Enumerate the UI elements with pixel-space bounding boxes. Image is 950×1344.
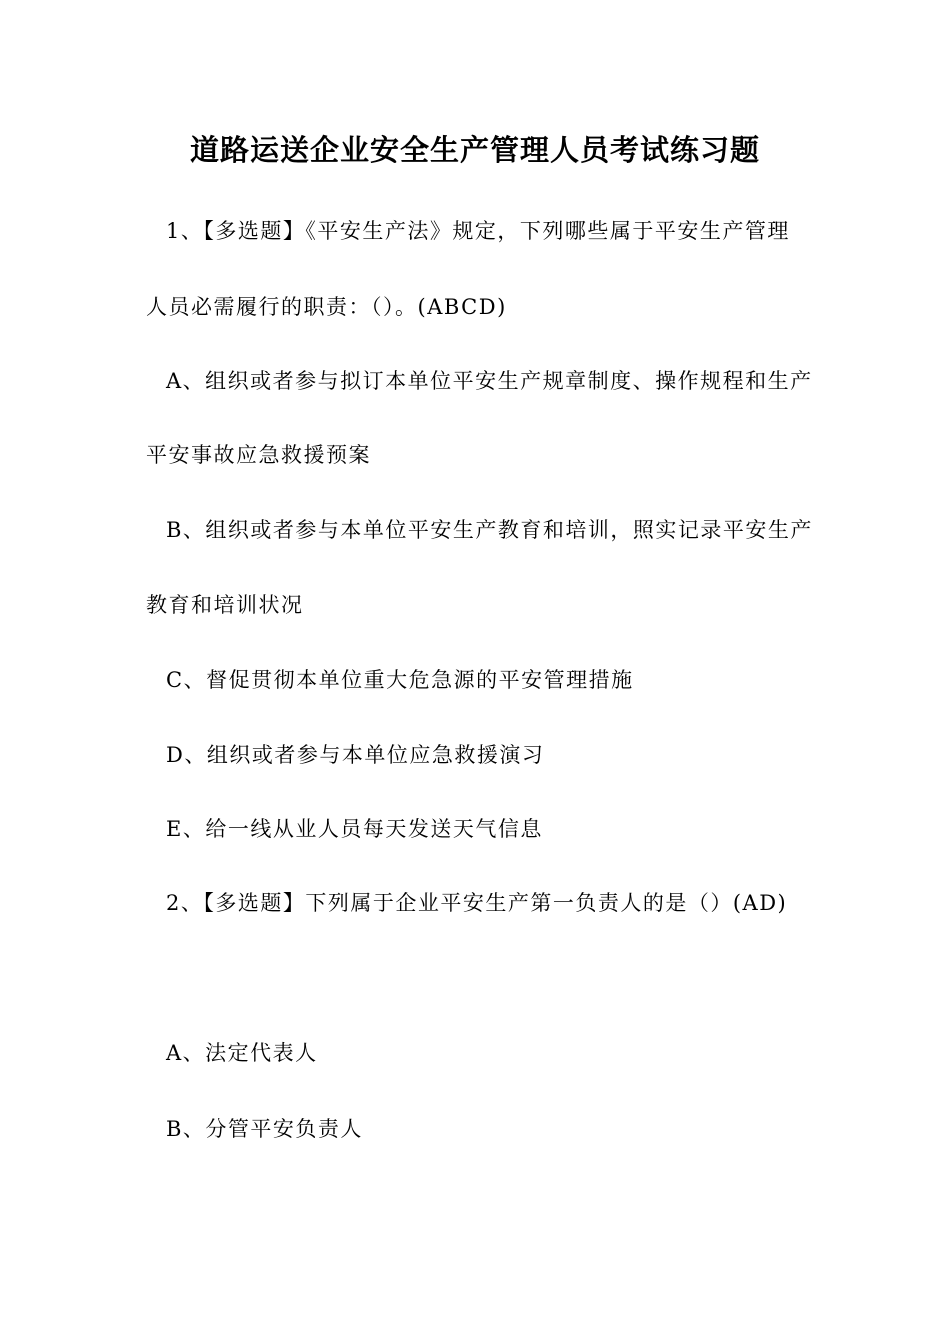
question-1-option-d: D、组织或者参与本单位应急救援演习 [166,743,545,767]
question-2-text: 2、【多选题】下列属于企业平安生产第一负责人的是（）(AD) [166,891,788,915]
page-title: 道路运送企业安全生产管理人员考试练习题 [189,133,760,167]
question-2-option-b: B、分管平安负责人 [166,1117,363,1141]
question-1-option-c: C、督促贯彻本单位重大危急源的平安管理措施 [166,668,634,692]
question-1-option-b-line-2: 教育和培训状况 [146,593,304,617]
question-1-option-e: E、给一线从业人员每天发送天气信息 [166,817,543,841]
question-1-option-b-line-1: B、组织或者参与本单位平安生产教育和培训，照实记录平安生产 [166,518,813,542]
question-2-option-a: A、法定代表人 [166,1041,318,1065]
question-1-option-a-line-2: 平安事故应急救援预案 [146,443,371,467]
question-1-text-line-1: 1、【多选题】《平安生产法》规定，下列哪些属于平安生产管理 [166,219,790,243]
question-1-text-line-2: 人员必需履行的职责：（）。(ABCD) [146,295,507,319]
question-1-option-a-line-1: A、组织或者参与拟订本单位平安生产规章制度、操作规程和生产 [166,369,813,393]
